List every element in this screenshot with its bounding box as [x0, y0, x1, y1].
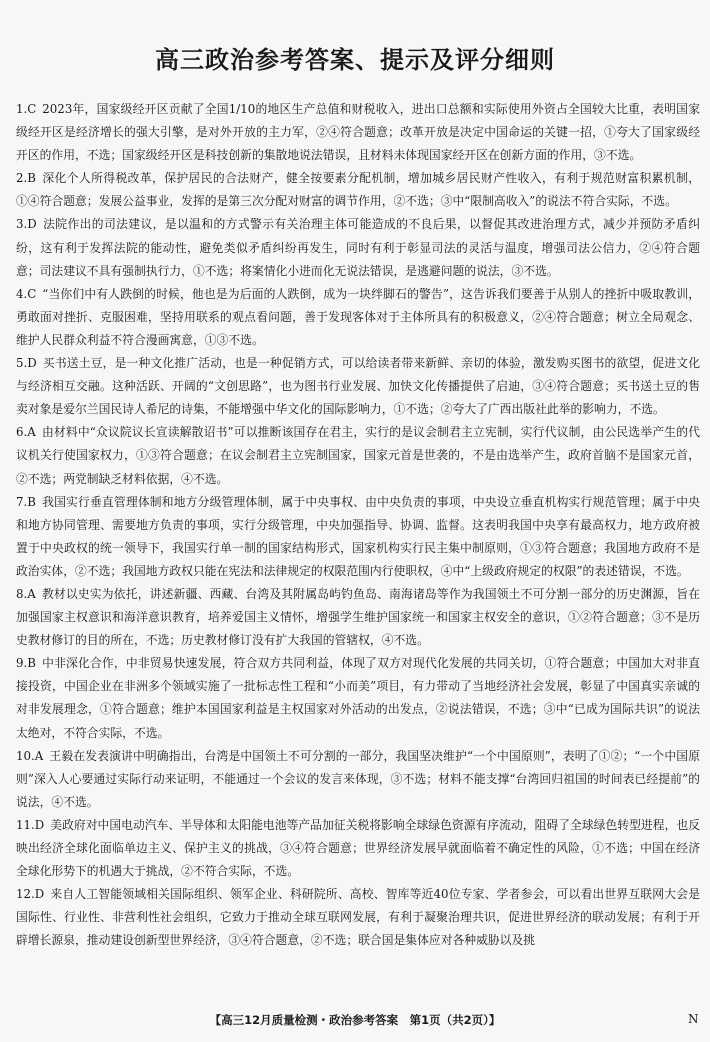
answer-key	[16, 287, 36, 301]
question-number: 6.	[16, 425, 28, 440]
answer-choice: A	[34, 748, 44, 763]
question-number: 12.	[16, 887, 35, 902]
question-number: 9.	[16, 656, 28, 671]
answer-item	[16, 283, 700, 352]
footer-code: N	[688, 1012, 699, 1026]
answer-choice: C	[27, 286, 37, 301]
answer-choice: B	[27, 656, 36, 671]
answer-item	[16, 98, 700, 167]
question-number: 8.	[16, 586, 28, 601]
question-number: 1.	[16, 102, 28, 116]
answer-choice: A	[27, 586, 36, 601]
answer-explanation: 我国实行垂直管理体制和地方分级管理体制，属于中央事权、由中央负责的事项，中央设立垂直机构实行规范管理；属于中央和地方协同管理、需要地方负责的事项，实行分级管理，中央加强指导、协调、监督。这表明我国中央享有最高权力，地方政府被置于中央政权的统一领导下，我国实行单一制的国家结构形式，国家机构实行民主集中制原则，①③符合题意；我国地方政府不是政治实体，②不选；我国地方政权只能在宪法和法律规定的权限范围内行使职权，④中“上级政府规定的权限”的表述错误，不选。	[16, 494, 700, 578]
answer-explanation: 来自人工智能领域相关国际组织、领军企业、科研院所、高校、智库等近40位专家、学者参会，可以看出世界互联网大会是国际性、行业性、非营利性社会组织，它致力于推动全球互联网发展，有利于凝聚治理共识，促进世界经济的联动发展；有利于开辟增长源泉，推动建设创新型世界经济，③④符合题意，②不选；联合国是集体应对各种威胁以及挑	[16, 887, 700, 948]
answer-explanation: 2023年，国家级经开区贡献了全国1/10的地区生产总值和财税收入，进出口总额和实际使用外资占全国较大比重，表明国家级经开区是经济增长的强大引擎，是对外开放的主力军，②④符合题意；改革开放是决定中国命运的关键一招，①夸大了国家级经开区的作用，不选；国家级经开区是科技创新的集散地说法错误，且材料未体现国家经开区在创新方面的作用，③不选。	[16, 102, 700, 163]
answer-key	[16, 587, 36, 601]
answer-explanation: “当你们中有人跌倒的时候，他也是为后面的人跌倒，成为一块绊脚石的警告”，这告诉我们要善于从别人的挫折中吸取教训，勇敢面对挫折、克服困难，坚持用联系的观点看问题，善于发现客体对于主体所具有的积极意义，②④符合题意；树立全局观念、维护人民群众利益不符合漫画寓意，①③不选。	[16, 286, 700, 347]
answer-choice: A	[27, 425, 36, 440]
answer-item	[16, 583, 700, 652]
page-footer: 【高三12月质量检测・政治参考答案 第1页（共2页）】	[209, 1013, 501, 1027]
question-number: 4.	[16, 286, 28, 301]
answer-choice: B	[27, 171, 36, 186]
question-number: 5.	[16, 356, 28, 371]
answer-key	[16, 171, 36, 185]
answer-explanation: 法院作出的司法建议，是以温和的方式警示有关治理主体可能造成的不良后果，以督促其改进治理方式，减少并预防矛盾纠纷，这有利于发挥法院的能动性，避免类似矛盾纠纷再发生，同时有利于彰显司法的灵活与温度，增强司法公信力，②④符合题意；司法建议不具有强制执行力，①不选；将案情化小进而化无说法错误，是逃避问题的说法，③不选。	[16, 217, 700, 278]
answer-item	[16, 421, 700, 490]
answer-key	[16, 217, 37, 231]
answer-item	[16, 491, 700, 583]
answer-key	[16, 887, 44, 901]
answer-choice: B	[27, 494, 36, 509]
answer-explanation: 教材以史实为依托，讲述新疆、西藏、台湾及其附属岛屿钓鱼岛、南海诸岛等作为我国领土不可分割一部分的历史渊源，旨在加强国家主权意识和海洋意识教育，培养爱国主义情怀，增强学生维护国家统一和国家主权安全的意识，①②符合题意；③不是历史教材修订的目的所在，不选；历史教材修订没有扩大我国的管辖权，④不选。	[16, 586, 700, 648]
question-number: 11.	[16, 817, 35, 832]
answer-choice: D	[27, 217, 37, 232]
answer-explanation: 深化个人所得税改革，保护居民的合法财产，健全按要素分配机制，增加城乡居民财产性收入，有利于规范财富积累机制，①④符合题意；发展公益事业，发挥的是第三次分配对财富的调节作用，②不选；③中“限制高收入”的说法不符合实际，不选。	[16, 171, 700, 209]
answer-item	[16, 213, 700, 282]
answer-explanation: 美政府对中国电动汽车、半导体和太阳能电池等产品加征关税将影响全球绿色资源有序流动，阻碍了全球绿色转型进程，也反映出经济全球化面临单边主义、保护主义的挑战，③④符合题意；世界经济发展早就面临着不确定性的风险，①不选；中国在经济全球化形势下的机遇大于挑战，②不符合实际，不选。	[16, 817, 700, 879]
answer-choice: D	[34, 887, 45, 902]
answer-key	[16, 102, 36, 116]
answer-key	[16, 749, 43, 763]
question-number: 7.	[16, 494, 28, 509]
answer-explanation: 王毅在发表演讲中明确指出，台湾是中国领土不可分割的一部分，我国坚决维护“一个中国原则”，表明了①②；“一个中国原则”深入人心要通过实际行动来证明，不能通过一个会议的发言来体现，③不选；材料不能支撑“台湾回归祖国的时间表已经提前”的说法，④不选。	[16, 748, 700, 809]
question-number: 2.	[16, 171, 28, 186]
answer-key	[16, 425, 36, 439]
answer-item	[16, 745, 700, 814]
answer-choice: D	[34, 817, 45, 832]
page-title: 高三政治参考答案、提示及评分细则	[155, 46, 555, 74]
answer-key	[16, 356, 37, 370]
answer-item	[16, 652, 700, 744]
answer-choice: C	[27, 102, 37, 116]
answer-item	[16, 352, 700, 421]
answer-item	[16, 167, 700, 213]
answer-choice: D	[27, 356, 37, 371]
answer-list	[16, 98, 700, 952]
answer-item	[16, 883, 700, 952]
answer-explanation: 买书送土豆，是一种文化推广活动，也是一种促销方式，可以给读者带来新鲜、亲切的体验，激发购买图书的欲望，促进文化与经济相互交融。这种活跃、开阔的“文创思路”，也为图书行业发展、加快文化传播提供了启迪，③④符合题意；买书送土豆的售卖对象是爱尔兰国民诗人希尼的诗集，不能增强中华文化的国际影响力，①不选；②夸大了广西出版社此举的影响力，不选。	[16, 356, 700, 417]
answer-explanation: 由材料中“众议院议长宣读解散诏书”可以推断该国存在君主，实行的是议会制君主立宪制，实行代议制，由公民选举产生的代议机关行使国家权力，①③符合题意；在议会制君主立宪制国家，国家元首是世袭的，不是由选举产生，政府首脑不是国家元首，②不选；两党制缺乏材料依据，④不选。	[16, 425, 700, 486]
answer-explanation: 中非深化合作，中非贸易快速发展，符合双方共同利益，体现了双方对现代化发展的共同关切，①符合题意；中国加大对非直接投资，中国企业在非洲多个领域实施了一批标志性工程和“小而美”项目，有力带动了当地经济社会发展，彰显了中国真实亲诚的对非发展理念，①符合题意；维护本国国家利益是主权国家对外活动的出发点，②说法错误，不选；③中“已成为国际共识”的说法太绝对，不符合实际，不选。	[16, 656, 700, 740]
answer-key	[16, 656, 36, 670]
answer-key	[16, 818, 44, 832]
answer-key	[16, 495, 36, 509]
question-number: 3.	[16, 217, 28, 232]
question-number: 10.	[16, 748, 35, 763]
answer-item	[16, 814, 700, 883]
